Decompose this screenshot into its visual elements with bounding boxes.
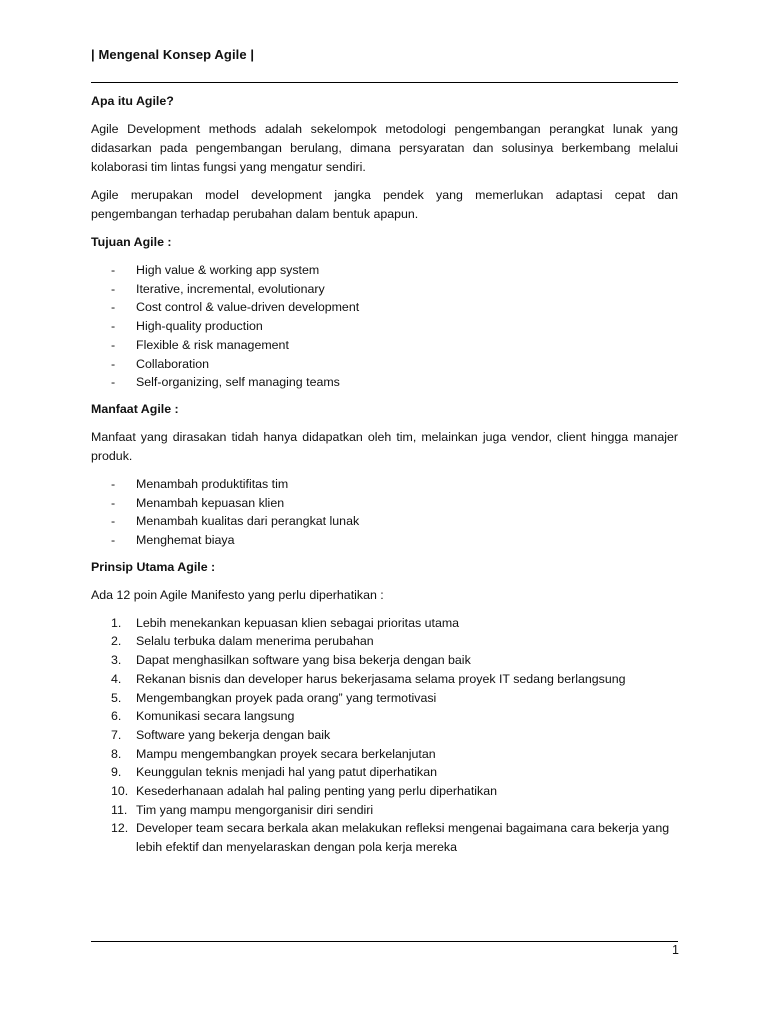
list-item-text: High-quality production <box>136 319 263 334</box>
footer-divider <box>91 941 678 942</box>
list-item <box>91 512 678 531</box>
list-item <box>91 336 678 355</box>
list-item-text: Tim yang mampu mengorganisir diri sendiri <box>136 802 374 817</box>
list-item <box>91 531 678 550</box>
bullet-dash: - <box>111 514 116 529</box>
list-item <box>91 298 678 317</box>
list-number: 5. <box>111 690 122 705</box>
list-item-text: Menghemat biaya <box>136 533 235 548</box>
list-prinsip <box>91 614 678 857</box>
list-item <box>91 494 678 513</box>
list-number: 6. <box>111 709 122 724</box>
bullet-dash: - <box>111 337 116 352</box>
list-item <box>91 475 678 494</box>
list-item-text: Menambah kepuasan klien <box>136 495 285 510</box>
list-item-text: Lebih menekankan kepuasan klien sebagai prioritas utama <box>136 615 460 630</box>
list-item <box>91 355 678 374</box>
list-number: 2. <box>111 634 122 649</box>
bullet-dash: - <box>111 263 116 277</box>
document-body <box>91 92 678 865</box>
heading-prinsip-utama-agile: Prinsip Utama Agile : <box>91 559 216 574</box>
list-item <box>91 745 678 764</box>
list-item-text: Cost control & value-driven development <box>136 300 360 315</box>
list-item-text: High value & working app system <box>136 263 320 277</box>
list-item <box>91 670 678 689</box>
list-manfaat <box>91 475 678 550</box>
list-item-text: Selalu terbuka dalam menerima perubahan <box>136 634 374 649</box>
list-item-text: Keunggulan teknis menjadi hal yang patut diperhatikan <box>136 765 438 780</box>
list-item-text: Mampu mengembangkan proyek secara berkelanjutan <box>136 746 436 761</box>
bullet-dash: - <box>111 533 116 548</box>
list-item-text: Software yang bekerja dengan baik <box>136 727 331 742</box>
list-number: 7. <box>111 727 122 742</box>
bullet-dash: - <box>111 476 116 491</box>
paragraph-definition: Agile Development methods adalah sekelompok metodologi pengembangan perangkat lunak yang didasarkan pada pengembangan berulang, dimana persyaratan dan solusinya berkembang melalui kolaborasi tim lintas fungsi yang mengatur sendiri. <box>91 122 678 174</box>
list-item <box>91 280 678 299</box>
header-divider <box>91 82 678 83</box>
list-number: 8. <box>111 746 122 761</box>
page-number: 1 <box>672 943 679 957</box>
paragraph-prinsip-intro: Ada 12 poin Agile Manifesto yang perlu diperhatikan : <box>91 587 384 602</box>
list-item-text: Kesederhanaan adalah hal paling penting yang perlu diperhatikan <box>136 784 497 799</box>
list-item-text: Menambah produktifitas tim <box>136 476 289 491</box>
paragraph-model: Agile merupakan model development jangka pendek yang memerlukan adaptasi cepat dan pengembangan terhadap perubahan dalam bentuk apapun. <box>91 188 678 221</box>
list-item-text: Mengembangkan proyek pada orang” yang termotivasi <box>136 690 437 705</box>
list-item-text: Flexible & risk management <box>136 337 289 352</box>
list-number: 10. <box>111 784 129 799</box>
document-header-title: | Mengenal Konsep Agile | <box>91 47 255 62</box>
list-item-text: Developer team secara berkala akan melakukan refleksi mengenai bagaimana cara bekerja yang lebih efektif dan menyelaraskan dengan pola kerja mereka <box>136 821 670 855</box>
list-item <box>91 632 678 651</box>
list-item <box>91 317 678 336</box>
list-item-text: Komunikasi secara langsung <box>136 709 295 724</box>
list-number: 3. <box>111 653 122 668</box>
list-tujuan <box>91 261 678 392</box>
list-item <box>91 801 678 820</box>
bullet-dash: - <box>111 281 116 296</box>
list-item <box>91 373 678 392</box>
list-item <box>91 726 678 745</box>
list-item <box>91 819 678 856</box>
list-number: 1. <box>111 615 122 630</box>
list-number: 9. <box>111 765 122 780</box>
list-item <box>91 763 678 782</box>
list-item-text: Self-organizing, self managing teams <box>136 375 340 390</box>
heading-manfaat-agile: Manfaat Agile : <box>91 401 179 416</box>
list-item-text: Dapat menghasilkan software yang bisa bekerja dengan baik <box>136 653 471 668</box>
bullet-dash: - <box>111 495 116 510</box>
list-item-text: Menambah kualitas dari perangkat lunak <box>136 514 360 529</box>
list-item-text: Rekanan bisnis dan developer harus bekerjasama selama proyek IT sedang berlangsung <box>136 671 626 686</box>
heading-apa-itu-agile: Apa itu Agile? <box>91 94 174 108</box>
list-item <box>91 782 678 801</box>
list-item <box>91 707 678 726</box>
list-item-text: Collaboration <box>136 356 210 371</box>
list-number: 4. <box>111 671 122 686</box>
list-item <box>91 689 678 708</box>
list-number: 12. <box>111 821 129 836</box>
paragraph-manfaat: Manfaat yang dirasakan tidah hanya didapatkan oleh tim, melainkan juga vendor, client hingga manajer produk. <box>91 429 678 463</box>
list-item-text: Iterative, incremental, evolutionary <box>136 281 325 296</box>
bullet-dash: - <box>111 319 116 334</box>
bullet-dash: - <box>111 375 116 390</box>
list-item <box>91 614 678 633</box>
list-item <box>91 261 678 280</box>
list-number: 11. <box>111 802 128 817</box>
heading-tujuan-agile: Tujuan Agile : <box>91 235 172 249</box>
bullet-dash: - <box>111 300 116 315</box>
bullet-dash: - <box>111 356 116 371</box>
list-item <box>91 651 678 670</box>
